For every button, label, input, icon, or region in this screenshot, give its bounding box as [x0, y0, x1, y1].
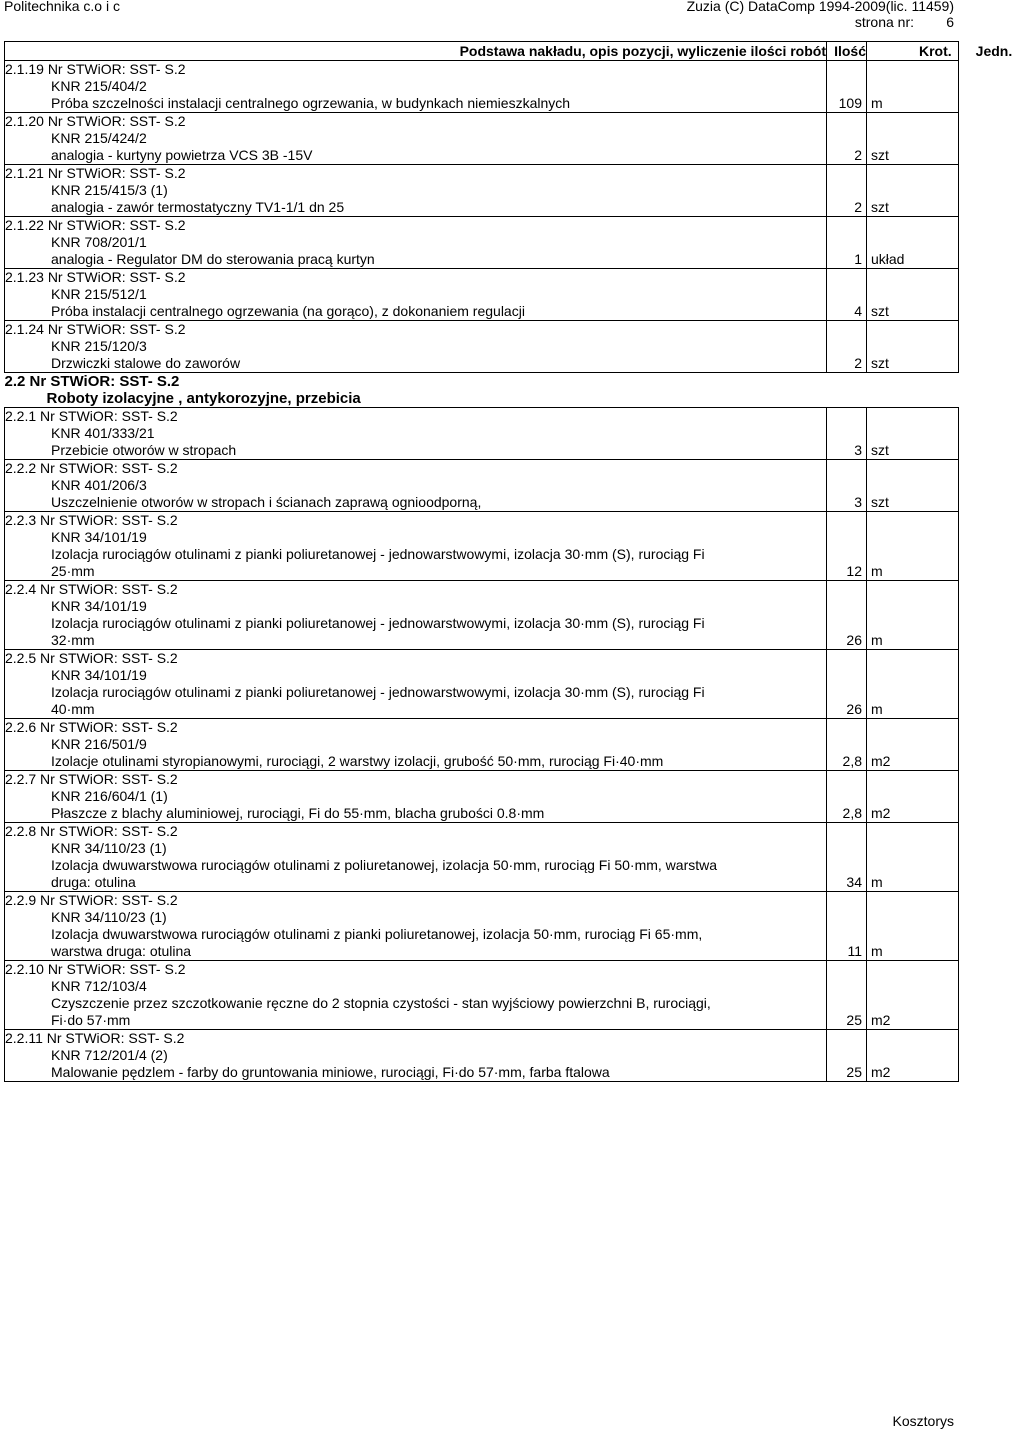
position-description-line: 25·mm: [51, 563, 95, 579]
section-number: 2.2 Nr STWiOR: SST- S.2: [4, 373, 180, 390]
position-knr: KNR 401/333/21: [51, 425, 155, 441]
position-description-cell: [5, 165, 827, 217]
position-number: 2.2.3 Nr STWiOR: SST- S.2: [5, 512, 178, 528]
position-number: 2.1.21 Nr STWiOR: SST- S.2: [5, 165, 186, 181]
table-row: [5, 61, 959, 113]
position-knr: KNR 34/110/23 (1): [51, 909, 167, 925]
position-description-cell: [5, 113, 827, 165]
position-description-cell: [5, 650, 827, 719]
position-description-line: Izolacja dwuwarstwowa rurociągów otulinami z pianki poliuretanowej, izolacja 50·mm, rurociąg Fi 65·mm,: [51, 926, 703, 942]
quantity-cell: 109: [827, 61, 867, 113]
quantity-cell: 2: [827, 165, 867, 217]
table-row: [5, 719, 959, 771]
position-number: 2.2.7 Nr STWiOR: SST- S.2: [5, 771, 178, 787]
page-number: 6: [946, 14, 954, 30]
table-row: [5, 771, 959, 823]
position-description-cell: [5, 512, 827, 581]
position-description-cell: [5, 719, 827, 771]
table-row: [5, 408, 959, 460]
table-row: [5, 581, 959, 650]
position-description-cell: [5, 1030, 827, 1082]
quantity-cell: 25: [827, 961, 867, 1030]
table-row: [5, 217, 959, 269]
quantity-cell: 26: [827, 650, 867, 719]
position-description-line: Czyszczenie przez szczotkowanie ręczne do 2 stopnia czystości - stan wyjściowy powierzchni B, rurociągi,: [51, 995, 711, 1011]
header-software-license: Zuzia (C) DataComp 1994-2009(lic. 11459): [686, 0, 954, 14]
table-row: [5, 961, 959, 1030]
column-header-jedn: Jedn.: [975, 43, 1012, 59]
position-description-line: Próba instalacji centralnego ogrzewania (na gorąco), z dokonaniem regulacji: [51, 303, 525, 319]
table-row: [5, 512, 959, 581]
unit-cell: m2: [867, 1030, 959, 1082]
position-description-line: analogia - Regulator DM do sterowania pracą kurtyn: [51, 251, 375, 267]
position-knr: KNR 215/404/2: [51, 78, 147, 94]
position-knr: KNR 708/201/1: [51, 234, 147, 250]
table-body: [5, 61, 959, 1082]
position-knr: KNR 34/110/23 (1): [51, 840, 167, 856]
position-description-line: Przebicie otworów w stropach: [51, 442, 237, 458]
unit-cell: m: [867, 892, 959, 961]
position-number: 2.1.19 Nr STWiOR: SST- S.2: [5, 61, 186, 77]
position-number: 2.2.11 Nr STWiOR: SST- S.2: [5, 1030, 185, 1046]
section-title: Roboty izolacyjne , antykorozyjne, przebicia: [46, 390, 361, 407]
position-description-cell: [5, 217, 827, 269]
quantity-cell: 25: [827, 1030, 867, 1082]
position-number: 2.1.24 Nr STWiOR: SST- S.2: [5, 321, 186, 337]
table-row: [5, 269, 959, 321]
position-description-line: warstwa druga: otulina: [51, 943, 192, 959]
unit-cell: szt: [867, 408, 959, 460]
position-description-line: Izolacja rurociągów otulinami z pianki poliuretanowej - jednowarstwowymi, izolacja 30·mm (S), rurociąg Fi: [51, 546, 705, 562]
column-header-unit: [867, 42, 1012, 61]
quantity-cell: 4: [827, 269, 867, 321]
position-description-line: Izolacja rurociągów otulinami z pianki poliuretanowej - jednowarstwowymi, izolacja 30·mm (S), rurociąg Fi: [51, 684, 705, 700]
unit-cell: szt: [867, 321, 959, 373]
position-knr: KNR 216/604/1 (1): [51, 788, 168, 804]
position-knr: KNR 216/501/9: [51, 736, 147, 752]
position-description-line: 40·mm: [51, 701, 95, 717]
position-knr: KNR 34/101/19: [51, 598, 147, 614]
column-header-quantity: Ilość: [827, 42, 867, 61]
unit-cell: układ: [867, 217, 959, 269]
position-knr: KNR 712/201/4 (2): [51, 1047, 168, 1063]
table-row: [5, 823, 959, 892]
position-description-line: Fi·do 57·mm: [51, 1012, 131, 1028]
header-program-name: Politechnika c.o i c: [4, 0, 120, 14]
position-description-line: Izolacja rurociągów otulinami z pianki poliuretanowej - jednowarstwowymi, izolacja 30·mm (S), rurociąg Fi: [51, 615, 705, 631]
position-number: 2.1.23 Nr STWiOR: SST- S.2: [5, 269, 186, 285]
position-description-line: Próba szczelności instalacji centralnego ogrzewania, w budynkach niemieszkalnych: [51, 95, 571, 111]
footer-label: Kosztorys: [892, 1413, 954, 1429]
section-row: [5, 373, 959, 408]
table-row: [5, 113, 959, 165]
unit-cell: m: [867, 650, 959, 719]
position-number: 2.2.1 Nr STWiOR: SST- S.2: [5, 408, 178, 424]
position-description-cell: [5, 460, 827, 512]
unit-cell: szt: [867, 460, 959, 512]
position-number: 2.2.8 Nr STWiOR: SST- S.2: [5, 823, 178, 839]
position-knr: KNR 215/120/3: [51, 338, 147, 354]
position-knr: KNR 215/415/3 (1): [51, 182, 168, 198]
position-number: 2.2.2 Nr STWiOR: SST- S.2: [5, 460, 178, 476]
position-description-line: Malowanie pędzlem - farby do gruntowania miniowe, rurociągi, Fi·do 57·mm, farba ftalowa: [51, 1064, 610, 1080]
position-description-cell: [5, 823, 827, 892]
unit-cell: szt: [867, 165, 959, 217]
unit-cell: szt: [867, 269, 959, 321]
unit-cell: m: [867, 581, 959, 650]
position-description-cell: [5, 581, 827, 650]
position-description-line: 32·mm: [51, 632, 95, 648]
quantity-cell: 3: [827, 460, 867, 512]
quantity-cell: 2: [827, 321, 867, 373]
quantity-cell: 2: [827, 113, 867, 165]
table-header-row: [5, 42, 959, 61]
column-header-description: Podstawa nakładu, opis pozycji, wyliczenie ilości robót: [5, 42, 827, 61]
position-number: 2.2.6 Nr STWiOR: SST- S.2: [5, 719, 178, 735]
position-description-cell: [5, 961, 827, 1030]
quantity-cell: 1: [827, 217, 867, 269]
position-knr: KNR 712/103/4: [51, 978, 147, 994]
position-knr: KNR 401/206/3: [51, 477, 147, 493]
position-description-line: Izolacja dwuwarstwowa rurociągów otulinami z poliuretanowej, izolacja 50·mm, rurociąg Fi 50·mm, warstwa: [51, 857, 718, 873]
position-knr: KNR 215/424/2: [51, 130, 147, 146]
position-description-cell: [5, 892, 827, 961]
quantity-cell: 11: [827, 892, 867, 961]
position-knr: KNR 34/101/19: [51, 667, 147, 683]
table-row: [5, 892, 959, 961]
table-row: [5, 1030, 959, 1082]
unit-cell: m: [867, 61, 959, 113]
position-description-line: druga: otulina: [51, 874, 136, 890]
section-cell: [5, 373, 959, 408]
unit-cell: m2: [867, 961, 959, 1030]
unit-cell: m2: [867, 719, 959, 771]
position-description-cell: [5, 321, 827, 373]
unit-cell: m: [867, 823, 959, 892]
position-knr: KNR 34/101/19: [51, 529, 147, 545]
quantity-cell: 26: [827, 581, 867, 650]
position-number: 2.2.9 Nr STWiOR: SST- S.2: [5, 892, 178, 908]
unit-cell: m2: [867, 771, 959, 823]
position-description-cell: [5, 771, 827, 823]
position-number: 2.2.5 Nr STWiOR: SST- S.2: [5, 650, 178, 666]
table-row: [5, 321, 959, 373]
quantity-cell: 12: [827, 512, 867, 581]
quantity-cell: 34: [827, 823, 867, 892]
table-row: [5, 650, 959, 719]
position-number: 2.2.4 Nr STWiOR: SST- S.2: [5, 581, 178, 597]
position-description-cell: [5, 269, 827, 321]
position-description-line: Izolacje otulinami styropianowymi, rurociągi, 2 warstwy izolacji, grubość 50·mm, rurociąg Fi·40·mm: [51, 753, 664, 769]
quantity-cell: 2,8: [827, 719, 867, 771]
position-number: 2.1.20 Nr STWiOR: SST- S.2: [5, 113, 186, 129]
page-number-block: [855, 14, 954, 30]
quantity-cell: 2,8: [827, 771, 867, 823]
unit-cell: m: [867, 512, 959, 581]
table-row: [5, 460, 959, 512]
column-header-krot: Krot.: [919, 43, 952, 59]
quantity-cell: 3: [827, 408, 867, 460]
position-number: 2.1.22 Nr STWiOR: SST- S.2: [5, 217, 186, 233]
position-description-line: analogia - zawór termostatyczny TV1-1/1 dn 25: [51, 199, 345, 215]
position-knr: KNR 215/512/1: [51, 286, 147, 302]
position-description-cell: [5, 408, 827, 460]
estimate-table: [4, 41, 1012, 1082]
position-description-line: analogia - kurtyny powietrza VCS 3B -15V: [51, 147, 313, 163]
position-description-cell: [5, 61, 827, 113]
page-number-label: strona nr:: [854, 14, 914, 30]
position-description-line: Uszczelnienie otworów w stropach i ścianach zaprawą ognioodporną,: [51, 494, 482, 510]
position-description-line: Drzwiczki stalowe do zaworów: [51, 355, 241, 371]
unit-cell: szt: [867, 113, 959, 165]
position-number: 2.2.10 Nr STWiOR: SST- S.2: [5, 961, 186, 977]
position-description-line: Płaszcze z blachy aluminiowej, rurociągi, Fi do 55·mm, blacha grubości 0.8·mm: [51, 805, 545, 821]
table-row: [5, 165, 959, 217]
